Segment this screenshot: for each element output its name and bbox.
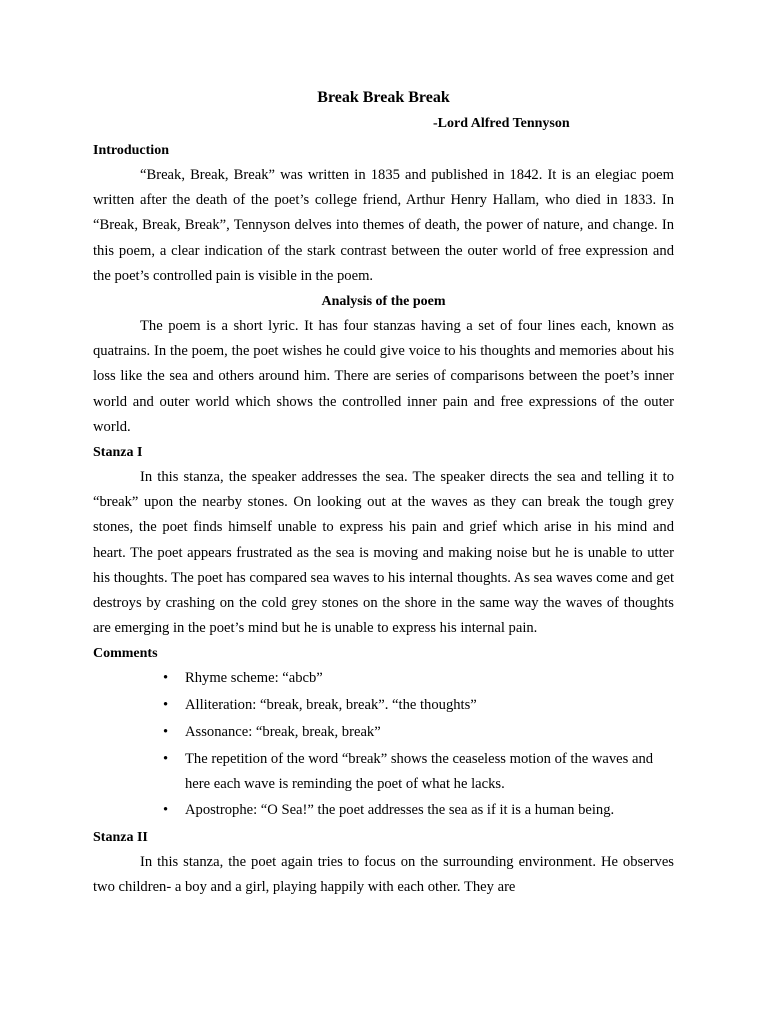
bullet-icon: • [163, 670, 169, 687]
document-author: -Lord Alfred Tennyson [433, 116, 570, 131]
comment-item [163, 666, 674, 691]
comment-item [163, 798, 674, 823]
comment-item [163, 720, 674, 745]
comments-list [93, 666, 674, 823]
bullet-icon: • [163, 723, 169, 740]
comment-item [163, 693, 674, 718]
analysis-heading: Analysis of the poem [321, 294, 446, 310]
document-title: Break Break Break [317, 89, 450, 106]
comment-text: Assonance: “break, break, break” [185, 723, 381, 740]
comment-text: Alliteration: “break, break, break”. “the thoughts” [185, 697, 477, 714]
comment-text: The repetition of the word “break” shows the ceaseless motion of the waves and here each wave is reminding the poet of what he lacks. [185, 750, 654, 792]
bullet-icon: • [163, 802, 169, 819]
stanza-2-heading: Stanza II [93, 830, 148, 846]
analysis-paragraph: The poem is a short lyric. It has four stanzas having a set of four lines each, known as quatrains. In the poem, the poet wishes he could give voice to his thoughts and memories about his loss like the sea and others around him. There are series of comparisons between the poet’s inner world and outer world which shows the controlled inner pain and free expressions of the outer world. [93, 318, 674, 435]
stanza-1-heading: Stanza I [93, 445, 143, 461]
comment-item [163, 747, 674, 797]
stanza-1-paragraph: In this stanza, the speaker addresses the sea. The speaker directs the sea and telling it to “break” upon the nearby stones. On looking out at the waves as they can break the tough grey stones, the poet finds himself unable to express his pain and grief which arise in his mind and heart. The poet appears frustrated as the sea is moving and making noise but he is unable to utter his thoughts. The poet has compared sea waves to his internal thoughts. As sea waves come and get destroys by crashing on the cold grey stones on the shore in the same way the waves of thoughts are emerging in the poet’s mind but he is unable to express his internal pain. [93, 469, 674, 637]
stanza-2-paragraph: In this stanza, the poet again tries to focus on the surrounding environment. He observes two children- a boy and a girl, playing happily with each other. They are [93, 854, 674, 896]
comment-text: Rhyme scheme: “abcb” [185, 670, 323, 687]
comment-text: Apostrophe: “O Sea!” the poet addresses the sea as if it is a human being. [185, 802, 615, 819]
introduction-paragraph: “Break, Break, Break” was written in 1835 and published in 1842. It is an elegiac poem written after the death of the poet’s college friend, Arthur Henry Hallam, who died in 1833. In “Break, Break, Break”, Tennyson delves into themes of death, the power of nature, and change. In this poem, a clear indication of the stark contrast between the outer world of free expression and the poet’s controlled pain is visible in the poem. [93, 167, 674, 284]
comments-heading: Comments [93, 646, 158, 662]
bullet-icon: • [163, 750, 169, 767]
introduction-heading: Introduction [93, 143, 169, 158]
bullet-icon: • [163, 697, 169, 714]
